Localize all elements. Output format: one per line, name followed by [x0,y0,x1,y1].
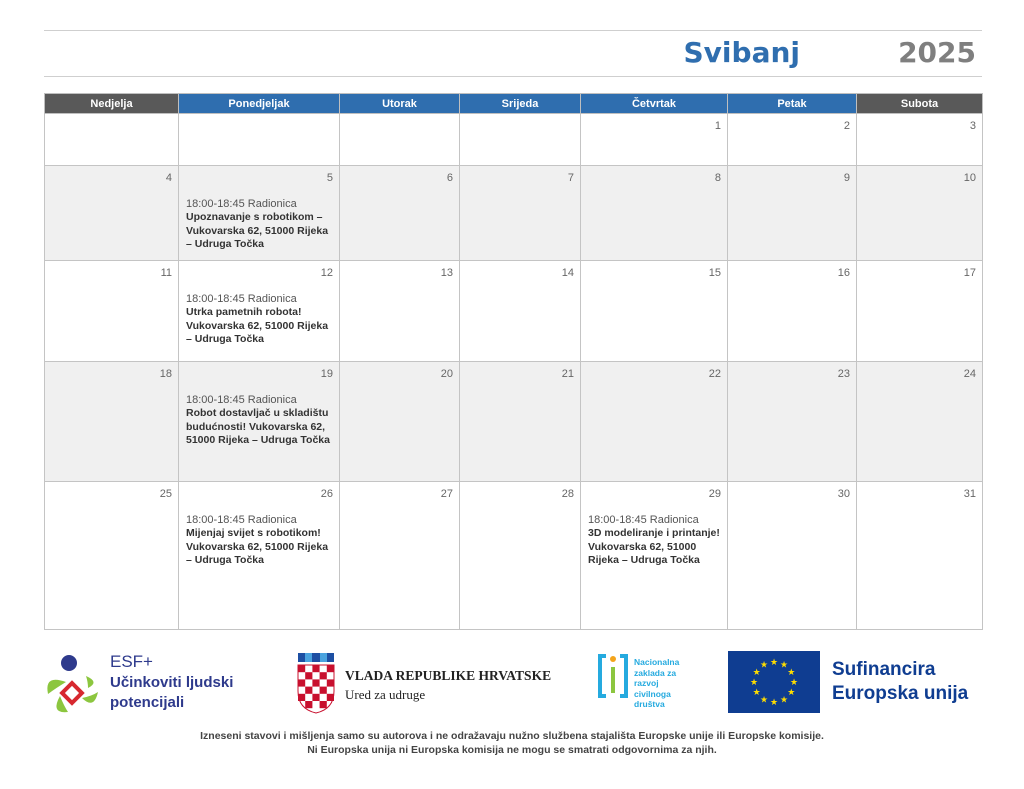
day-cell[interactable] [460,166,581,261]
nzrcd-text [634,657,679,710]
day-cell[interactable] [179,482,340,630]
vlada-office: Ured za udruge [345,687,426,702]
day-number: 25 [159,488,172,500]
day-cell[interactable] [581,261,728,362]
day-number: 16 [837,267,850,279]
disclaimer-line1: Izneseni stavovi i mišljenja samo su autorova i ne odražavaju nužno službena stajališta Europske unije ili Europske komisije. [200,730,824,742]
day-number: 21 [561,368,574,380]
day-number: 2 [843,120,850,132]
day-number: 12 [320,267,333,279]
calendar-event[interactable] [179,502,339,568]
day-cell[interactable] [857,482,983,630]
day-cell[interactable] [857,261,983,362]
event-description: Utrka pametnih robota! Vukovarska 62, 51000 Rijeka – Udruga Točka [186,306,329,345]
day-cell[interactable] [857,166,983,261]
day-number: 20 [440,368,453,380]
day-cell[interactable] [179,114,340,166]
weekday-thursday: Četvrtak [581,94,728,114]
weekday-friday: Petak [728,94,857,114]
day-cell[interactable] [340,362,460,482]
footer-logos [0,645,1024,725]
day-cell[interactable] [728,166,857,261]
event-time: 18:00-18:45 Radionica [588,514,699,526]
eu-star: ★ [779,695,789,706]
week-row [45,482,983,630]
event-description: 3D modeliranje i printanje! Vukovarska 62, 51000 Rijeka – Udruga Točka [588,527,720,566]
day-cell[interactable] [45,261,179,362]
calendar-event[interactable] [179,281,339,347]
day-cell[interactable] [45,482,179,630]
vlada-logo [295,651,565,717]
day-number: 7 [567,172,574,184]
day-cell[interactable] [581,114,728,166]
eu-star: ★ [749,678,759,688]
eu-star: ★ [789,678,799,688]
event-description: Robot dostavljač u skladištu budućnosti! Vukovarska 62, 51000 Rijeka – Udruga Točka [186,407,330,446]
eu-star: ★ [787,668,796,678]
calendar-event[interactable] [179,186,339,252]
eu-line2: Europska unija [832,683,969,704]
day-cell[interactable] [179,166,340,261]
header-rule [44,76,982,77]
day-number: 26 [320,488,333,500]
day-number: 29 [708,488,721,500]
day-number: 10 [963,172,976,184]
day-number: 9 [843,172,850,184]
day-number: 13 [440,267,453,279]
day-number: 14 [561,267,574,279]
day-cell[interactable] [340,166,460,261]
day-cell[interactable] [340,261,460,362]
nzrcd-logo [596,651,706,719]
nzrcd-line: društva [634,699,665,710]
day-cell[interactable] [340,482,460,630]
year-title: 2025 [898,36,976,69]
day-number [45,114,178,134]
day-number: 6 [446,172,453,184]
day-number: 17 [963,267,976,279]
day-number: 31 [963,488,976,500]
day-cell[interactable] [728,362,857,482]
day-number: 5 [326,172,333,184]
day-cell[interactable] [460,114,581,166]
day-number: 24 [963,368,976,380]
event-time: 18:00-18:45 Radionica [186,514,297,526]
weekday-header-row [45,94,983,114]
day-number: 15 [708,267,721,279]
day-cell[interactable] [45,362,179,482]
day-cell[interactable] [728,482,857,630]
esf-line2: Učinkoviti ljudski [110,674,234,691]
day-cell[interactable] [581,362,728,482]
day-cell[interactable] [45,114,179,166]
day-number: 27 [440,488,453,500]
eu-star: ★ [787,688,796,698]
day-cell[interactable] [340,114,460,166]
esf-logo [42,650,262,720]
day-cell[interactable] [460,482,581,630]
event-time: 18:00-18:45 Radionica [186,293,297,305]
week-row [45,261,983,362]
croatian-coat-of-arms-icon [295,651,337,715]
day-cell[interactable] [179,261,340,362]
nzrcd-line: civilnoga [634,688,671,699]
day-number: 19 [320,368,333,380]
weekday-monday: Ponedjeljak [179,94,340,114]
calendar-event[interactable] [179,382,339,448]
day-number: 18 [159,368,172,380]
esf-pinwheel-icon [42,652,104,718]
day-number: 8 [714,172,721,184]
weekday-sunday: Nedjelja [45,94,179,114]
event-time: 18:00-18:45 Radionica [186,198,297,210]
day-cell[interactable] [45,166,179,261]
eu-star: ★ [752,668,761,678]
event-description: Upoznavanje s robotikom – Vukovarska 62, 51000 Rijeka – Udruga Točka [186,211,329,250]
weekday-wednesday: Srijeda [460,94,581,114]
day-number: 23 [837,368,850,380]
weekday-tuesday: Utorak [340,94,460,114]
weekday-saturday: Subota [857,94,983,114]
bracket-icon [596,653,630,699]
eu-flag-icon [728,651,820,713]
vlada-name: VLADA REPUBLIKE HRVATSKE [345,668,552,683]
day-number [340,114,459,134]
esf-line3: potencijali [110,694,185,711]
disclaimer-line2: Ni Europska unija ni Europska komisija ne mogu se smatrati odgovornima za njih. [307,744,717,756]
day-number: 3 [969,120,976,132]
eu-star: ★ [759,660,769,671]
esf-plus-label: ESF+ [110,652,153,671]
disclaimer [100,729,924,757]
eu-star: ★ [752,688,761,698]
nzrcd-line: razvoj [634,678,659,689]
week-row [45,166,983,261]
day-cell[interactable] [460,261,581,362]
day-number: 22 [708,368,721,380]
day-cell[interactable] [460,362,581,482]
day-number: 4 [165,172,172,184]
day-number: 30 [837,488,850,500]
eu-star: ★ [769,658,779,668]
day-cell[interactable] [581,482,728,630]
event-description: Mijenjaj svijet s robotikom! Vukovarska 62, 51000 Rijeka – Udruga Točka [186,527,329,566]
day-cell[interactable] [857,114,983,166]
day-number [460,114,580,134]
calendar-event[interactable] [581,502,727,568]
eu-star: ★ [769,698,779,708]
eu-logo [728,651,988,715]
month-title: Svibanj [683,36,800,69]
day-number: 1 [714,120,721,132]
nzrcd-line: zaklada za [634,667,677,678]
eu-star: ★ [759,695,769,706]
day-number: 11 [160,267,172,279]
calendar-grid [44,93,983,630]
eu-star: ★ [779,660,789,671]
top-rule [44,30,982,31]
day-cell[interactable] [581,166,728,261]
nzrcd-line: Nacionalna [634,657,680,667]
event-time: 18:00-18:45 Radionica [186,394,297,406]
week-row [45,114,983,166]
day-number [179,114,339,134]
day-cell[interactable] [857,362,983,482]
eu-line1: Sufinancira [832,659,936,680]
day-cell[interactable] [179,362,340,482]
day-number: 28 [561,488,574,500]
day-cell[interactable] [728,261,857,362]
week-row [45,362,983,482]
day-cell[interactable] [728,114,857,166]
